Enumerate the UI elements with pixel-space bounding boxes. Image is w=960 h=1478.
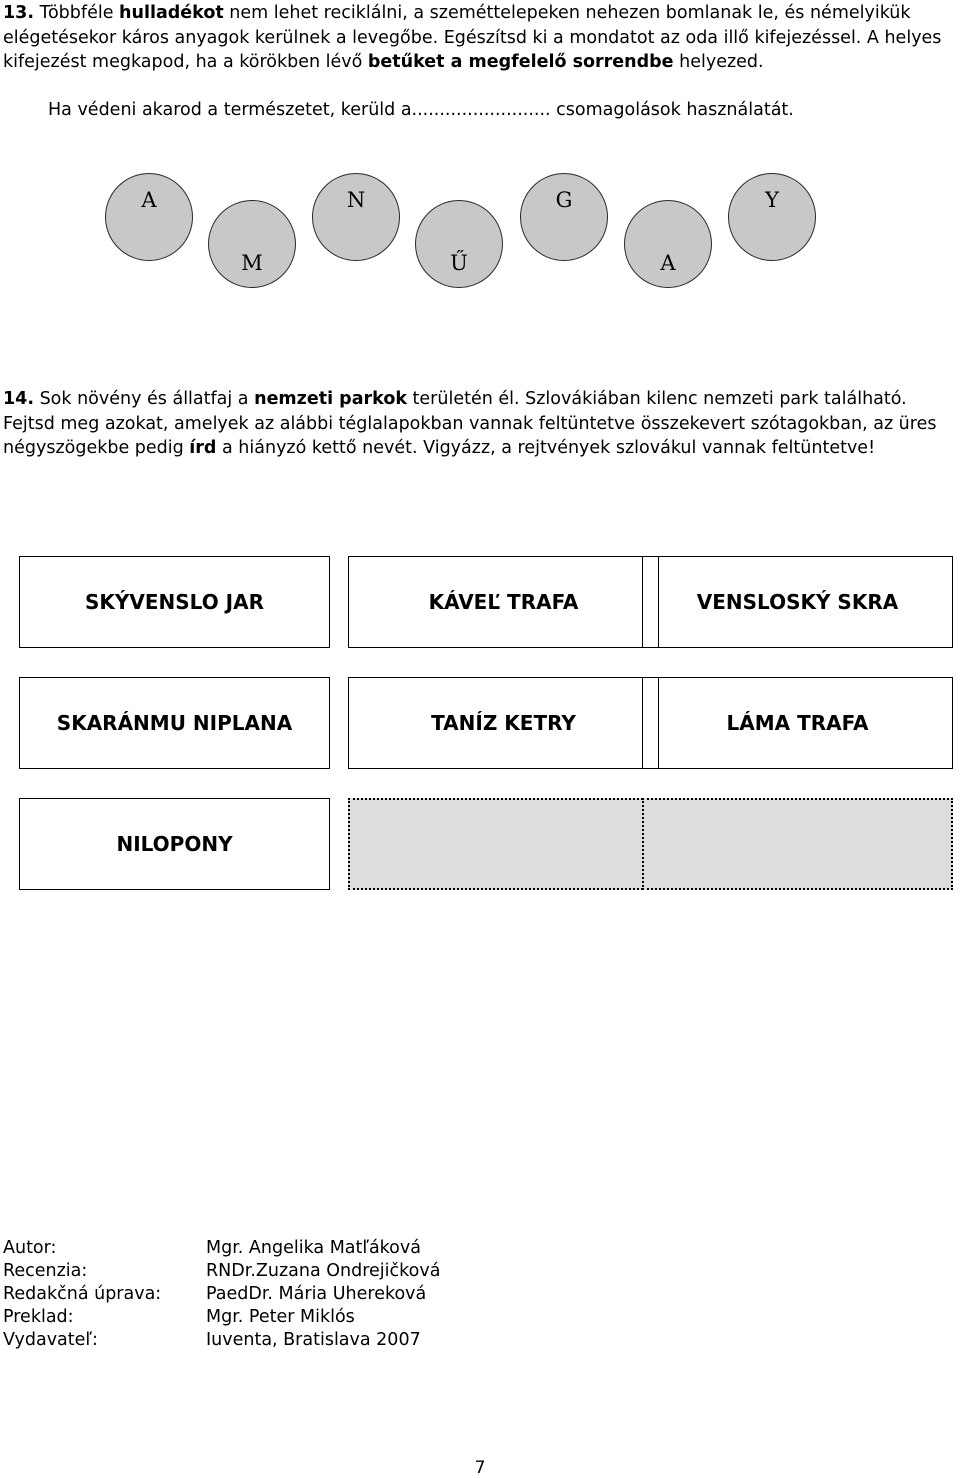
task-13-number: 13. [3, 3, 35, 23]
puzzle-box: LÁMA TRAFA [642, 677, 953, 769]
letter-circle [624, 200, 712, 288]
credit-value: Mgr. Peter Miklós [206, 1307, 355, 1327]
task-13-text-1: Többféle [34, 3, 120, 23]
letter-circle [415, 200, 503, 288]
letter-circle [728, 173, 816, 261]
task-13-bold-1: hulladékot [119, 3, 224, 23]
circle-letter: A [660, 251, 676, 275]
credit-value: RNDr.Zuzana Ondrejičková [206, 1261, 441, 1281]
empty-answer-box[interactable] [642, 798, 953, 890]
puzzle-box: TANÍZ KETRY [348, 677, 659, 769]
credit-value: PaedDr. Mária Uhereková [206, 1284, 427, 1304]
puzzle-box: KÁVEĽ TRAFA [348, 556, 659, 648]
task-14-number: 14. [3, 389, 35, 409]
puzzle-box: SKARÁNMU NIPLANA [19, 677, 330, 769]
credit-label: Vydavateľ: [3, 1330, 98, 1350]
task-13-instructions [3, 1, 958, 75]
task-13-text-2: nem lehet reciklálni, a szeméttelepeken nehezen bomlanak le, és némelyikük elégetésekor káros anyagok kerülnek a levegőbe. Egészítsd ki a mondatot az oda illő kifejezéssel. A helyes kifejezést megkapod, ha a körökben lévő [3, 3, 942, 72]
task-14-bold-2: írd [189, 438, 217, 458]
circle-letter: M [241, 251, 263, 275]
task-14-text-2: területén él. Szlovákiában kilenc nemzeti park található. Fejtsd meg azokat, amelyek az alábbi téglalapokban vannak feltüntetve összekevert szótagokban, az üres négyszögekbe pedig [3, 389, 937, 458]
task-14-text-1: Sok növény és állatfaj a [34, 389, 255, 409]
credit-label: Redakčná úprava: [3, 1284, 162, 1304]
task-14-text-3: a hiányzó kettő nevét. Vigyázz, a rejtvények szlovákul vannak feltüntetve! [216, 438, 876, 458]
fill-in-sentence: Ha védeni akarod a természetet, kerüld a......................... csomagolások használatát. [48, 100, 794, 120]
letter-circle [520, 173, 608, 261]
task-13-bold-2: betűket a megfelelő sorrendbe [367, 52, 674, 72]
empty-answer-box[interactable] [348, 798, 659, 890]
circle-letter: Ű [450, 251, 468, 275]
page-number: 7 [474, 1458, 486, 1478]
circle-letter: N [346, 188, 366, 212]
letter-circle [105, 173, 193, 261]
credit-label: Recenzia: [3, 1261, 88, 1281]
task-13-text-3: helyezed. [673, 52, 764, 72]
credit-label: Preklad: [3, 1307, 74, 1327]
circle-letter: G [555, 188, 573, 212]
task-14-bold-1: nemzeti parkok [254, 389, 407, 409]
circle-letter: Y [765, 188, 779, 212]
credit-value: Mgr. Angelika Matľáková [206, 1238, 421, 1258]
credit-row [3, 1237, 603, 1260]
credit-row [3, 1283, 603, 1306]
credit-row [3, 1329, 603, 1352]
credit-label: Autor: [3, 1238, 57, 1258]
credit-value: Iuventa, Bratislava 2007 [206, 1330, 421, 1350]
circle-letter: A [141, 188, 157, 212]
puzzle-box: NILOPONY [19, 798, 330, 890]
puzzle-box: VENSLOSKÝ SKRA [642, 556, 953, 648]
credit-row [3, 1306, 603, 1329]
credit-row [3, 1260, 603, 1283]
puzzle-box: SKÝVENSLO JAR [19, 556, 330, 648]
letter-circle [208, 200, 296, 288]
letter-circle [312, 173, 400, 261]
task-14-instructions [3, 387, 958, 461]
